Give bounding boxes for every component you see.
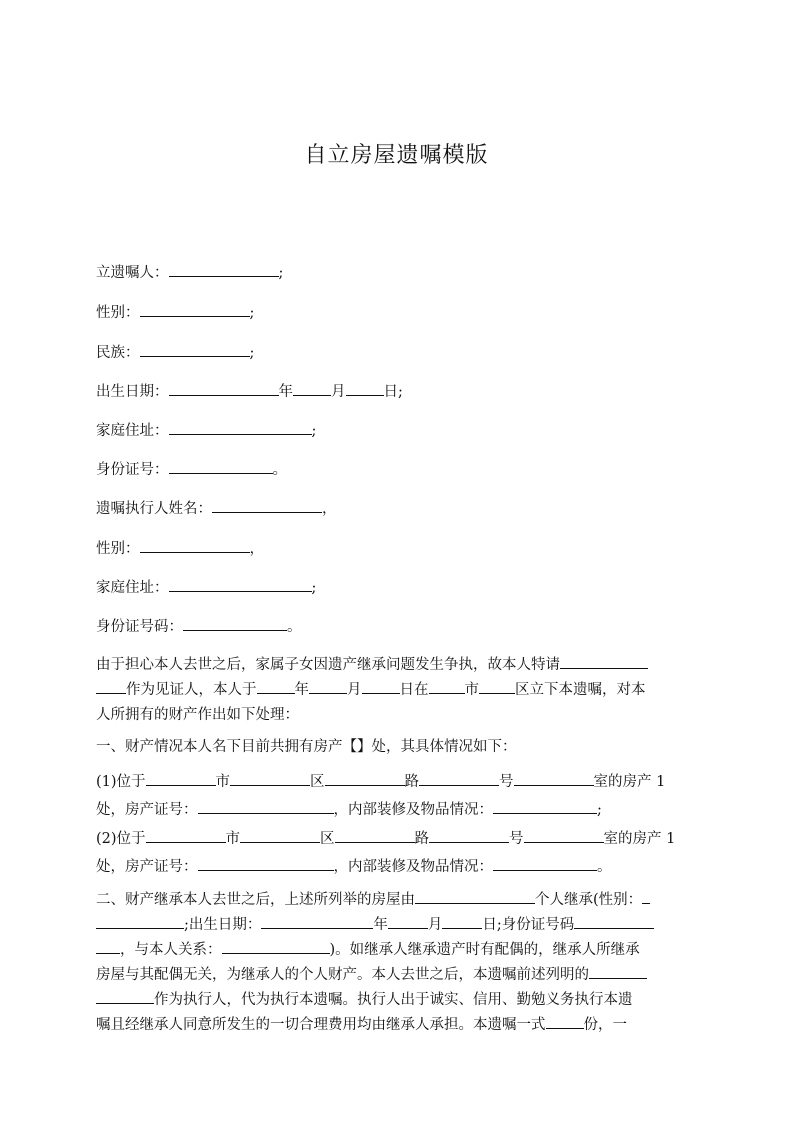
intro-text: 区立下本遗嘱，对本 — [515, 682, 646, 698]
punct: ; — [597, 802, 602, 818]
p1-decor-blank[interactable] — [493, 798, 597, 814]
punct: 。 — [287, 619, 302, 635]
property-text: 区 — [320, 831, 335, 847]
section2-text: ;出生日期： — [184, 917, 262, 933]
section2-text: 个人继承(性别： — [535, 892, 643, 908]
birth-label: 出生日期： — [96, 384, 169, 400]
intro-city-blank[interactable] — [429, 678, 465, 694]
punct: ， — [322, 501, 337, 517]
p2-road-blank[interactable] — [335, 827, 415, 843]
heir-id-blank-cont[interactable] — [96, 938, 120, 954]
section2-text: ，与本人关系： — [120, 942, 222, 958]
punct: ， — [249, 541, 264, 557]
executor-gender-blank[interactable] — [140, 537, 250, 553]
property-text: 路 — [404, 774, 420, 790]
heir-gender-blank[interactable] — [642, 888, 650, 904]
executor-address-blank[interactable] — [169, 576, 312, 592]
address-line — [96, 419, 316, 442]
testator-label: 立遗嘱人： — [96, 265, 169, 281]
executor-name-line — [96, 497, 337, 520]
executor-name-label: 遗嘱执行人姓名： — [96, 501, 212, 517]
section2-text: 作为执行人，代为执行本遗嘱。执行人出于诚实、信用、勤勉义务执行本遗 — [154, 992, 633, 1008]
intro-text: 人所拥有的财产作出如下处理： — [96, 707, 299, 723]
birth-line — [96, 380, 403, 403]
heir-birth-day-blank[interactable] — [442, 913, 482, 929]
id-label: 身份证号： — [96, 462, 169, 478]
property-text: 路 — [414, 831, 430, 847]
property-text: 室的房产 1 — [593, 774, 666, 790]
ethnicity-blank[interactable] — [140, 341, 250, 357]
section2-text: )。如继承人继承遗产时有配偶的，继承人所继承 — [329, 942, 640, 958]
birth-month-blank[interactable] — [293, 380, 331, 396]
intro-text: 由于担心本人去世之后，家属子女因遗产继承问题发生争执，故本人特请 — [96, 657, 560, 673]
punct: ; — [311, 580, 317, 596]
p2-cert-blank[interactable] — [198, 855, 334, 871]
property-text: 处，房产证号： — [96, 802, 198, 818]
birth-year-blank[interactable] — [169, 380, 279, 396]
property-2 — [96, 827, 698, 880]
heir-gender-blank-cont[interactable] — [96, 913, 184, 929]
intro-day-blank[interactable] — [362, 678, 400, 694]
property-text: 室的房产 1 — [603, 831, 676, 847]
heir-relation-blank[interactable] — [222, 938, 330, 954]
punct: 。 — [272, 462, 287, 478]
section2-text: 二、财产继承本人去世之后，上述所列举的房屋由 — [96, 892, 415, 908]
witness-blank-cont[interactable] — [96, 678, 126, 694]
intro-text: 作为见证人，本人于 — [126, 682, 257, 698]
property-text: 号 — [499, 774, 514, 790]
id-blank[interactable] — [169, 458, 273, 474]
section2-text: 房屋与其配偶无关，为继承人的个人财产。本人去世之后，本遗嘱前述列明的 — [96, 967, 589, 983]
section-2 — [96, 888, 698, 1038]
p2-room-blank[interactable] — [524, 827, 604, 843]
intro-month-blank[interactable] — [309, 678, 347, 694]
copies-blank[interactable] — [546, 1013, 584, 1029]
heir-id-blank[interactable] — [574, 913, 654, 929]
p1-number-blank[interactable] — [419, 770, 499, 786]
section2-text: 嘱且经继承人同意所发生的一切合理费用均由继承人承担。本遗嘱一式 — [96, 1017, 546, 1033]
intro-text: 日在 — [399, 682, 429, 698]
executor-name-blank[interactable] — [212, 497, 322, 513]
executor-gender-line — [96, 537, 264, 560]
section2-text: 年 — [373, 917, 388, 933]
heir-name-blank[interactable] — [415, 888, 535, 904]
property-text: ，内部装修及物品情况： — [333, 859, 493, 875]
will-executor-blank-cont[interactable] — [96, 988, 154, 1004]
p1-road-blank[interactable] — [325, 770, 405, 786]
intro-paragraph — [96, 653, 698, 728]
property-text: (1)位于 — [96, 774, 146, 790]
heir-birth-year-blank[interactable] — [261, 913, 373, 929]
ethnicity-line — [96, 341, 254, 364]
property-text: 市 — [225, 831, 241, 847]
property-text: 号 — [509, 831, 524, 847]
gender-blank[interactable] — [140, 301, 250, 317]
punct: ; — [278, 265, 284, 281]
executor-id-label: 身份证号码： — [96, 619, 183, 635]
executor-id-line — [96, 615, 302, 638]
punct: ; — [311, 423, 317, 439]
p2-number-blank[interactable] — [429, 827, 509, 843]
id-line — [96, 458, 287, 481]
p2-decor-blank[interactable] — [493, 855, 597, 871]
intro-text: 年 — [294, 682, 309, 698]
section2-text: 份，一 — [583, 1017, 627, 1033]
ethnicity-label: 民族： — [96, 345, 140, 361]
address-label: 家庭住址： — [96, 423, 169, 439]
document-title: 自立房屋遗嘱模版 — [304, 143, 489, 168]
property-text: 区 — [310, 774, 325, 790]
day-label: 日; — [383, 384, 403, 400]
punct: 。 — [597, 859, 612, 875]
p1-district-blank[interactable] — [230, 770, 310, 786]
executor-address-line — [96, 576, 316, 599]
p1-cert-blank[interactable] — [198, 798, 334, 814]
p2-city-blank[interactable] — [146, 827, 226, 843]
executor-id-blank[interactable] — [183, 615, 287, 631]
year-label: 年 — [278, 384, 293, 400]
punct: ; — [249, 305, 255, 321]
testator-line — [96, 261, 283, 284]
heir-birth-month-blank[interactable] — [388, 913, 428, 929]
gender-line — [96, 301, 254, 324]
testator-blank[interactable] — [169, 261, 279, 277]
property-text: (2)位于 — [96, 831, 146, 847]
address-blank[interactable] — [169, 419, 312, 435]
executor-gender-label: 性别： — [96, 541, 140, 557]
executor-address-label: 家庭住址： — [96, 580, 169, 596]
property-text: 处，房产证号： — [96, 859, 198, 875]
birth-day-blank[interactable] — [346, 380, 384, 396]
property-text: ，内部装修及物品情况： — [333, 802, 493, 818]
intro-text: 月 — [347, 682, 362, 698]
p2-district-blank[interactable] — [240, 827, 320, 843]
section2-text: 日;身份证号码 — [482, 917, 575, 933]
property-1 — [96, 770, 698, 823]
p1-city-blank[interactable] — [146, 770, 216, 786]
will-executor-blank[interactable] — [589, 963, 647, 979]
intro-text: 市 — [464, 682, 479, 698]
section2-text: 月 — [427, 917, 443, 933]
property-text: 市 — [215, 774, 231, 790]
witness-blank[interactable] — [560, 653, 648, 669]
intro-year-blank[interactable] — [257, 678, 295, 694]
intro-district-blank[interactable] — [479, 678, 515, 694]
punct: ; — [249, 345, 255, 361]
section-1-heading: 一、财产情况本人名下目前共拥有房产【】处，其具体情况如下： — [96, 739, 517, 755]
month-label: 月 — [331, 384, 346, 400]
gender-label: 性别： — [96, 305, 140, 321]
p1-room-blank[interactable] — [514, 770, 594, 786]
